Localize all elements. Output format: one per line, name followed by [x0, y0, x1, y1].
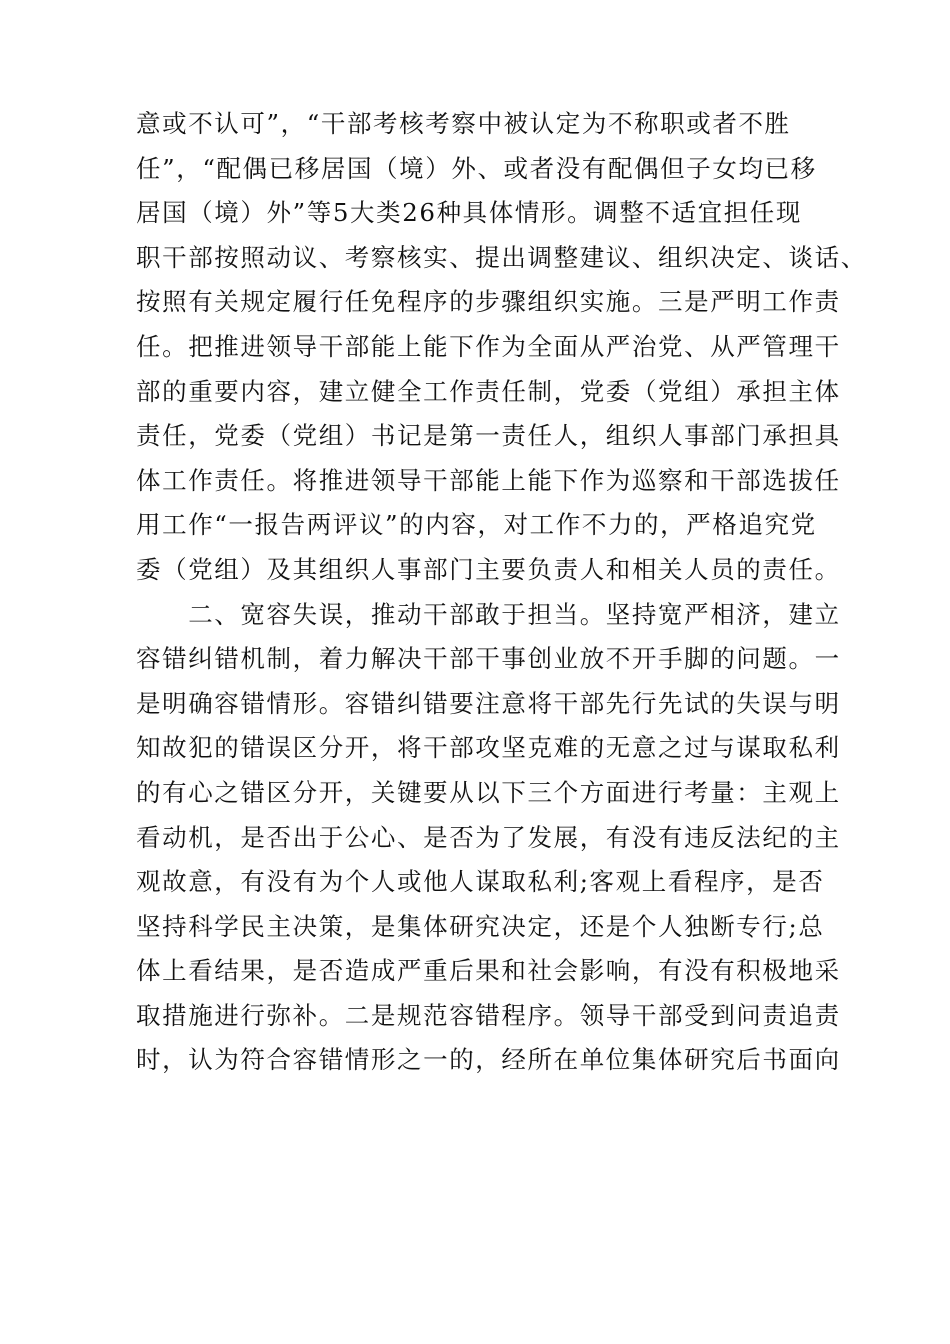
- body-text: [136, 102, 867, 1083]
- text-line: 看动机，是否出于公心、是否为了发展，有没有违反法纪的主: [136, 822, 841, 852]
- text-line: 知故犯的错误区分开，将干部攻坚克难的无意之过与谋取私利: [136, 733, 841, 763]
- text-line: 体上看结果，是否造成严重后果和社会影响，有没有积极地采: [136, 956, 841, 986]
- text-line: 责任，党委（党组）书记是第一责任人，组织人事部门承担具: [136, 421, 841, 451]
- text-line: 部的重要内容，建立健全工作责任制，党委（党组）承担主体: [136, 376, 841, 406]
- text-line: 坚持科学民主决策，是集体研究决定，还是个人独断专行;总: [136, 911, 825, 941]
- text-line: 居国（境）外”等5大类26种具体情形。调整不适宜担任现: [136, 198, 802, 228]
- text-line: 容错纠错机制，着力解决干部干事创业放不开手脚的问题。一: [136, 644, 841, 674]
- text-line: 体工作责任。将推进领导干部能上能下作为巡察和干部选拔任: [136, 465, 841, 495]
- text-line: 按照有关规定履行任免程序的步骤组织实施。三是严明工作责: [136, 287, 841, 317]
- text-line: 时，认为符合容错情形之一的，经所在单位集体研究后书面向: [136, 1045, 841, 1075]
- text-line: 任。把推进领导干部能上能下作为全面从严治党、从严管理干: [136, 331, 841, 361]
- text-line: 任”，“配偶已移居国（境）外、或者没有配偶但子女均已移: [136, 153, 817, 183]
- text-line: 委（党组）及其组织人事部门主要负责人和相关人员的责任。: [136, 554, 841, 584]
- text-line: 观故意，有没有为个人或他人谋取私利;客观上看程序，是否: [136, 867, 825, 897]
- text-line: 取措施进行弥补。二是规范容错程序。领导干部受到问责追责: [136, 1000, 841, 1030]
- text-line: 意或不认可”，“干部考核考察中被认定为不称职或者不胜: [136, 109, 791, 138]
- text-line: 用工作“一报告两评议”的内容，对工作不力的，严格追究党: [136, 510, 817, 540]
- text-line: 职干部按照动议、考察核实、提出调整建议、组织决定、谈话、: [136, 242, 867, 272]
- text-line: 是明确容错情形。容错纠错要注意将干部先行先试的失误与明: [136, 688, 841, 718]
- paragraph-start-line: 二、宽容失误，推动干部敢于担当。坚持宽严相济，建立: [136, 599, 841, 629]
- text-line: 的有心之错区分开，关键要从以下三个方面进行考量：主观上: [136, 777, 841, 807]
